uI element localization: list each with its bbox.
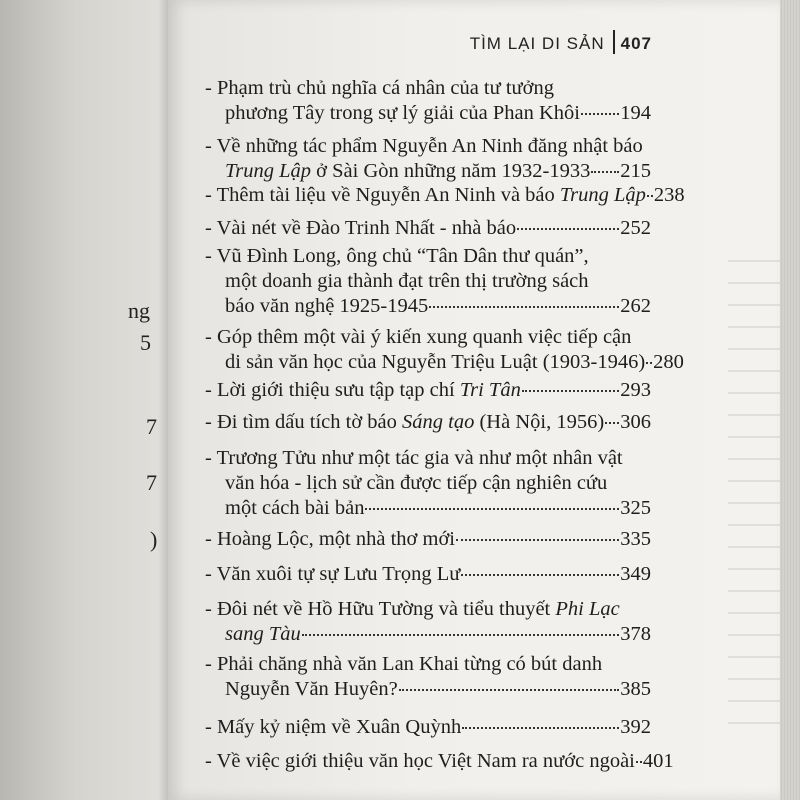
toc-page-number: 293 bbox=[620, 379, 651, 401]
running-header bbox=[470, 30, 652, 54]
toc-entry bbox=[205, 183, 685, 208]
toc-entry-last-line: - Hoàng Lộc, một nhà thơ mới 335 bbox=[205, 528, 651, 550]
toc-page-number: 306 bbox=[620, 411, 651, 433]
leader-dots bbox=[456, 539, 619, 541]
leader-dots bbox=[365, 508, 619, 510]
leader-dots bbox=[581, 113, 619, 115]
toc-entry bbox=[205, 325, 684, 375]
toc-page-number: 262 bbox=[620, 295, 651, 317]
toc-entry-last-line: - Đi tìm dấu tích tờ báo Sáng tạo (Hà Nội, 1956) 306 bbox=[205, 411, 651, 433]
toc-entry bbox=[205, 134, 651, 184]
toc-entry bbox=[205, 715, 651, 740]
left-page-fragment: ng bbox=[128, 298, 150, 323]
toc-page-number: 392 bbox=[620, 716, 651, 738]
toc-entry-line: - Đôi nét về Hồ Hữu Tường và tiểu thuyết Phi Lạc bbox=[205, 598, 620, 620]
toc-entry-line: - Trương Tửu như một tác gia và như một nhân vật bbox=[205, 447, 623, 469]
toc-entry-last-line: Trung Lập ở Sài Gòn những năm 1932-1933 215 bbox=[225, 160, 651, 182]
header-title: TÌM LẠI DI SẢN bbox=[469, 34, 605, 53]
toc-entry bbox=[205, 562, 651, 587]
toc-entry-line: - Về những tác phẩm Nguyễn An Ninh đăng nhật báo bbox=[205, 135, 643, 157]
left-page-fragment: 7 bbox=[146, 414, 157, 439]
leader-dots bbox=[647, 195, 653, 197]
leader-dots bbox=[399, 689, 620, 691]
toc-entry bbox=[205, 378, 651, 403]
toc-entry-line: văn hóa - lịch sử cần được tiếp cận nghiên cứu bbox=[225, 472, 608, 494]
toc-entry-last-line: - Lời giới thiệu sưu tập tạp chí Tri Tân 293 bbox=[205, 379, 651, 401]
toc-entry-line: - Vũ Đình Long, ông chủ “Tân Dân thư quán”, bbox=[205, 245, 589, 267]
toc-page-number: 349 bbox=[620, 563, 651, 585]
toc-entry-last-line: di sản văn học của Nguyễn Triệu Luật (1903-1946) 280 bbox=[225, 351, 684, 373]
toc-entry-last-line: - Thêm tài liệu về Nguyễn An Ninh và báo Trung Lập 238 bbox=[205, 184, 685, 206]
toc-page-number: 378 bbox=[620, 623, 651, 645]
leader-dots bbox=[605, 422, 619, 424]
toc-entry bbox=[205, 244, 651, 319]
leader-dots bbox=[462, 727, 619, 729]
toc-entry-last-line: một cách bài bản 325 bbox=[225, 497, 651, 519]
toc-page-number: 280 bbox=[653, 351, 684, 373]
leader-dots bbox=[646, 362, 652, 364]
toc-page-number: 335 bbox=[620, 528, 651, 550]
toc-entry bbox=[205, 597, 651, 647]
toc-entry bbox=[205, 749, 674, 774]
toc-page-number: 401 bbox=[642, 750, 674, 772]
page-edges bbox=[780, 0, 800, 800]
leader-dots bbox=[517, 228, 619, 230]
left-page-fragment: 5 bbox=[140, 330, 151, 355]
toc-entry-last-line: - Văn xuôi tự sự Lưu Trọng Lư 349 bbox=[205, 563, 651, 585]
toc-page-number: 238 bbox=[653, 184, 685, 206]
toc-entry-last-line: - Về việc giới thiệu văn học Việt Nam ra nước ngoài 401 bbox=[205, 750, 674, 772]
toc-entry-last-line: - Vài nét về Đào Trinh Nhất - nhà báo 252 bbox=[205, 217, 651, 239]
toc-page-number: 325 bbox=[620, 497, 651, 519]
toc-page-number: 385 bbox=[620, 678, 651, 700]
toc-entry-line: - Phạm trù chủ nghĩa cá nhân của tư tưởng bbox=[205, 77, 555, 99]
toc-entry bbox=[205, 216, 651, 241]
header-page-number: 407 bbox=[620, 34, 652, 53]
toc-entry bbox=[205, 76, 651, 126]
left-page bbox=[0, 0, 170, 800]
left-page-fragment: 7 bbox=[146, 470, 157, 495]
toc-page-number: 215 bbox=[620, 160, 651, 182]
header-separator bbox=[613, 30, 615, 54]
toc-entry-last-line: sang Tàu 378 bbox=[225, 623, 651, 645]
leader-dots bbox=[429, 306, 619, 308]
leader-dots bbox=[522, 390, 619, 392]
leader-dots bbox=[461, 574, 619, 576]
toc-entry-last-line: phương Tây trong sự lý giải của Phan Khôi 194 bbox=[225, 102, 651, 124]
toc-entry-line: - Góp thêm một vài ý kiến xung quanh việc tiếp cận bbox=[205, 326, 632, 348]
toc-entry bbox=[205, 527, 651, 552]
toc-entry bbox=[205, 652, 651, 702]
leader-dots bbox=[302, 634, 619, 636]
leader-dots bbox=[591, 171, 619, 173]
toc-page-number: 252 bbox=[620, 217, 651, 239]
toc-entry bbox=[205, 410, 651, 435]
left-page-fragment: ) bbox=[150, 527, 158, 552]
toc-page-number: 194 bbox=[620, 102, 651, 124]
toc-entry-last-line: báo văn nghệ 1925-1945 262 bbox=[225, 295, 651, 317]
toc-entry-line: - Phải chăng nhà văn Lan Khai từng có bút danh bbox=[205, 653, 603, 675]
leader-dots bbox=[636, 761, 642, 763]
toc-entry-line: một doanh gia thành đạt trên thị trường sách bbox=[225, 270, 589, 292]
toc-entry bbox=[205, 446, 651, 521]
toc-entry-last-line: Nguyễn Văn Huyên? 385 bbox=[225, 678, 651, 700]
toc-entry-last-line: - Mấy kỷ niệm về Xuân Quỳnh 392 bbox=[205, 716, 651, 738]
